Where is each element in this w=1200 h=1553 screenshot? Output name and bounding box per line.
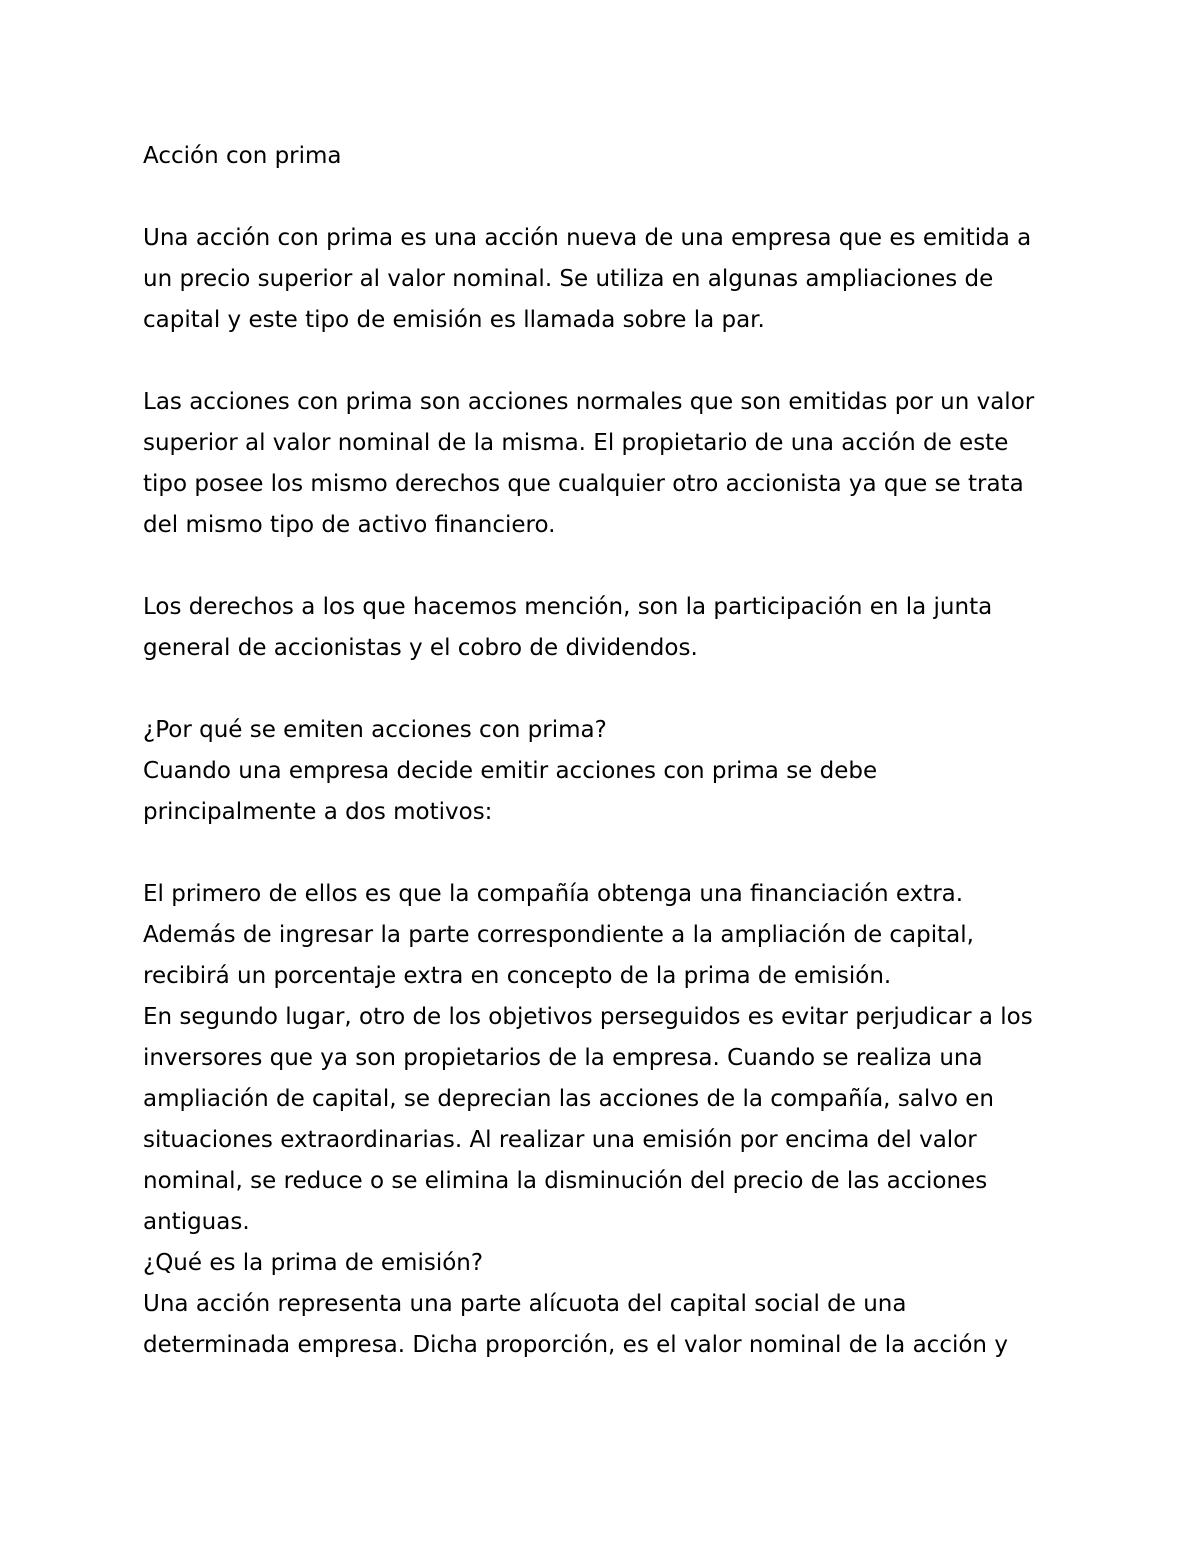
paragraph-1	[143, 218, 1073, 341]
paragraph-5	[143, 874, 1073, 997]
paragraph-4	[143, 751, 1073, 833]
paragraph-line: tipo posee los mismo derechos que cualquier otro accionista ya que se trata	[143, 471, 1024, 497]
paragraph-line: El primero de ellos es que la compañía obtenga una financiación extra.	[143, 881, 964, 907]
paragraph-line: Además de ingresar la parte correspondiente a la ampliación de capital,	[143, 922, 974, 948]
paragraph-line: del mismo tipo de activo financiero.	[143, 512, 556, 538]
paragraph-7	[143, 1284, 1073, 1366]
paragraph-line: En segundo lugar, otro de los objetivos perseguidos es evitar perjudicar a los	[143, 1004, 1033, 1030]
paragraph-line: Una acción representa una parte alícuota del capital social de una	[143, 1291, 907, 1317]
paragraph-line: Cuando una empresa decide emitir acciones con prima se debe	[143, 758, 878, 784]
paragraph-line: Las acciones con prima son acciones normales que son emitidas por un valor	[143, 389, 1035, 415]
paragraph-line: nominal, se reduce o se elimina la disminución del precio de las acciones	[143, 1168, 988, 1194]
paragraph-2	[143, 382, 1073, 546]
paragraph-line: ampliación de capital, se deprecian las acciones de la compañía, salvo en	[143, 1086, 994, 1112]
section-heading-why: ¿Por qué se emiten acciones con prima?	[143, 717, 607, 743]
paragraph-line: determinada empresa. Dicha proporción, es el valor nominal de la acción y	[143, 1332, 1008, 1358]
blank-line	[143, 833, 1073, 874]
document-body	[143, 136, 1073, 1366]
paragraph-line: superior al valor nominal de la misma. El propietario de una acción de este	[143, 430, 1009, 456]
blank-line	[143, 341, 1073, 382]
paragraph-line: antiguas.	[143, 1209, 250, 1235]
paragraph-3	[143, 587, 1073, 669]
paragraph-line: Los derechos a los que hacemos mención, son la participación en la junta	[143, 594, 993, 620]
paragraph-line: general de accionistas y el cobro de dividendos.	[143, 635, 698, 661]
document-title: Acción con prima	[143, 143, 342, 169]
blank-line	[143, 177, 1073, 218]
section-heading-what: ¿Qué es la prima de emisión?	[143, 1250, 484, 1276]
paragraph-line: recibirá un porcentaje extra en concepto de la prima de emisión.	[143, 963, 892, 989]
paragraph-line: situaciones extraordinarias. Al realizar una emisión por encima del valor	[143, 1127, 977, 1153]
paragraph-line: principalmente a dos motivos:	[143, 799, 493, 825]
paragraph-line: inversores que ya son propietarios de la empresa. Cuando se realiza una	[143, 1045, 983, 1071]
paragraph-line: un precio superior al valor nominal. Se utiliza en algunas ampliaciones de	[143, 266, 994, 292]
paragraph-line: Una acción con prima es una acción nueva de una empresa que es emitida a	[143, 225, 1032, 251]
paragraph-line: capital y este tipo de emisión es llamada sobre la par.	[143, 307, 765, 333]
blank-line	[143, 546, 1073, 587]
paragraph-6	[143, 997, 1073, 1243]
blank-line	[143, 669, 1073, 710]
